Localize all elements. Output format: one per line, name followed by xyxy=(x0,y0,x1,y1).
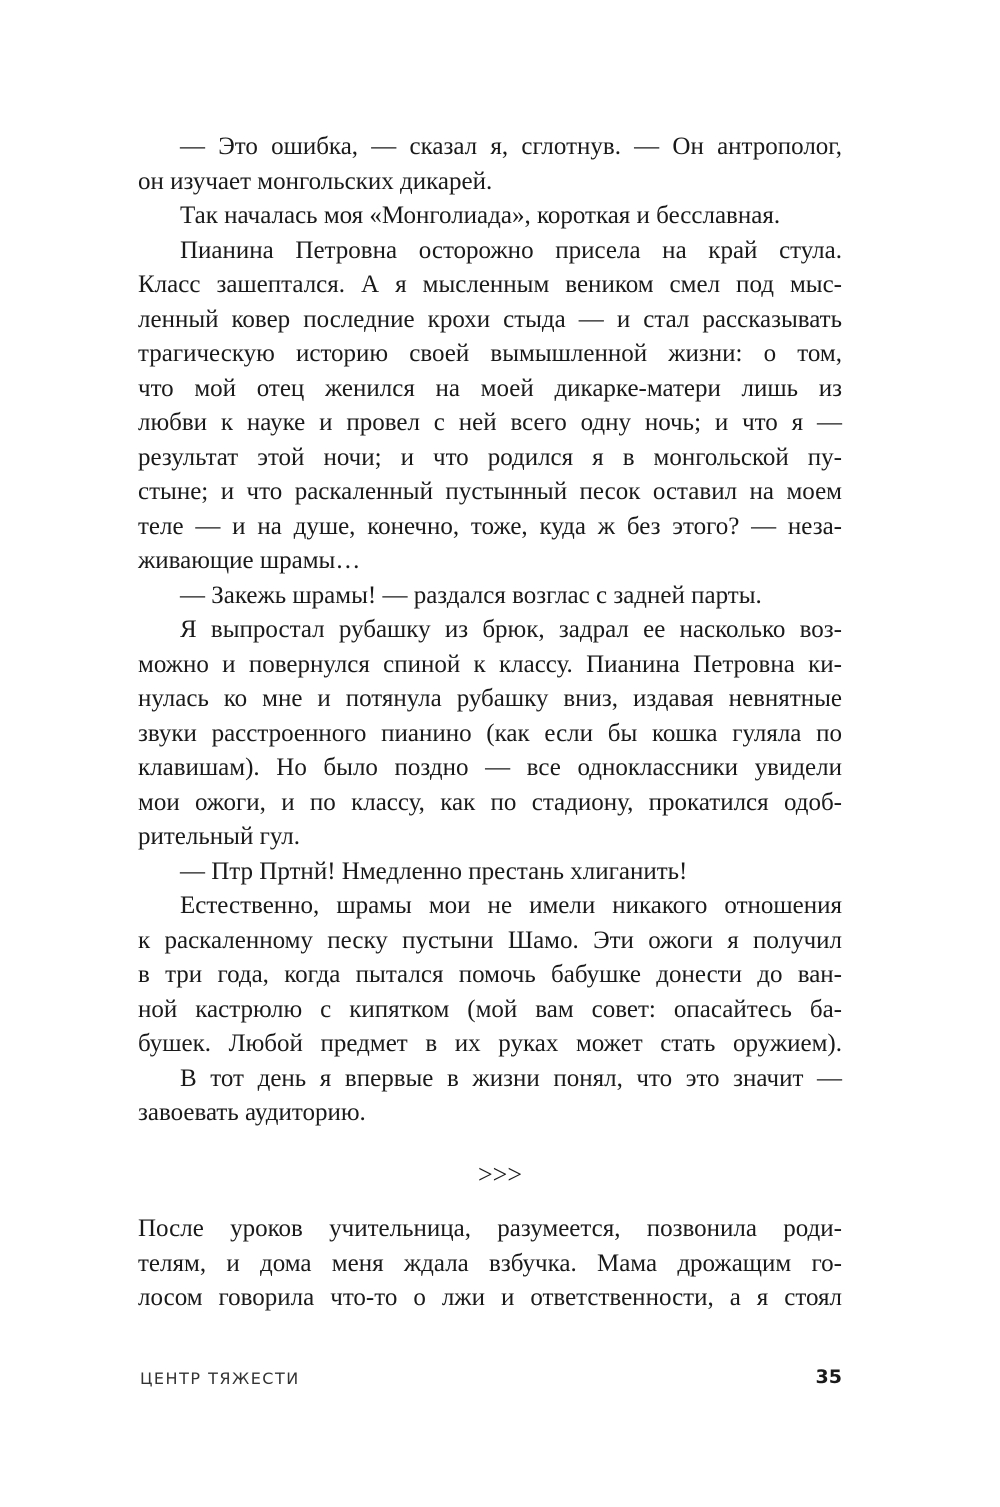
text-line: Естественно, шрамы мои не имели никакого отношения xyxy=(180,892,842,919)
main-text xyxy=(138,130,842,1131)
text-line: звуки расстроенного пианино (как если бы кошка гуляла по xyxy=(138,719,842,747)
text-line: Так началась моя «Монголиада», короткая и бесславная. xyxy=(180,202,781,229)
text-line: клавишам). Но было поздно — все одноклассники увидели xyxy=(138,754,842,781)
text-line: завоевать аудиторию. xyxy=(138,1099,366,1126)
text-line: Пианина Петровна осторожно присела на край стула. xyxy=(180,236,842,264)
running-title: ЦЕНТР ТЯЖЕСТИ xyxy=(140,1369,300,1388)
text-line: любви к науке и провел с ней всего одну ночь; и что я — xyxy=(138,409,842,436)
text-line: — Закежь шрамы! — раздался возглас с задней парты. xyxy=(180,581,762,609)
text-line: ной кастрюлю с кипятком (мой вам совет: опасайтесь ба- xyxy=(138,995,842,1023)
text-line: Я выпростал рубашку из брюк, задрал ее насколько воз- xyxy=(180,616,842,643)
after-separator-text xyxy=(138,1212,842,1316)
text-line: стыне; и что раскаленный пустынный песок оставил на моем xyxy=(138,478,842,505)
text-line: результат этой ночи; и что родился я в монгольской пу- xyxy=(138,443,842,471)
text-line: телям, и дома меня ждала взбучка. Мама дрожащим го- xyxy=(138,1249,842,1277)
text-line: в три года, когда пытался помочь бабушке донести до ван- xyxy=(138,961,842,988)
text-line: — Это ошибка, — сказал я, сглотнув. — Он антрополог, xyxy=(180,133,842,160)
section-separator: >>> xyxy=(478,1160,522,1189)
text-line: можно и повернулся спиной к классу. Пианина Петровна ки- xyxy=(138,650,842,678)
text-line: что мой отец женился на моей дикарке-матери лишь из xyxy=(138,374,842,402)
text-line: рительный гул. xyxy=(138,823,300,850)
text-line: В тот день я впервые в жизни понял, что это значит — xyxy=(180,1064,842,1092)
text-line: трагическую историю своей вымышленной жизни: о том, xyxy=(138,340,842,367)
text-line: Класс зашептался. А я мысленным веником смел под мыс- xyxy=(138,271,842,298)
text-line: теле — и на душе, конечно, тоже, куда ж без этого? — неза- xyxy=(138,512,842,540)
text-line: После уроков учительница, разумеется, позвонила роди- xyxy=(138,1215,842,1242)
text-line: он изучает монгольских дикарей. xyxy=(138,167,493,195)
text-line: к раскаленному песку пустыни Шамо. Эти ожоги я получил xyxy=(138,926,842,954)
page-number: 35 xyxy=(815,1366,842,1388)
text-line: — Птр Пртнй! Нмедленно престань хлиганить! xyxy=(180,857,688,885)
text-line: живающие шрамы… xyxy=(138,547,361,574)
text-line: ленный ковер последние крохи стыда — и стал рассказывать xyxy=(138,305,842,333)
text-line: бушек. Любой предмет в их руках может стать оружием). xyxy=(138,1030,842,1057)
text-line: лосом говорила что-то о лжи и ответственности, а я стоял xyxy=(138,1284,842,1311)
text-line: мои ожоги, и по классу, как по стадиону, прокатился одоб- xyxy=(138,788,842,816)
text-line: нулась ко мне и потянула рубашку вниз, издавая невнятные xyxy=(138,685,842,712)
